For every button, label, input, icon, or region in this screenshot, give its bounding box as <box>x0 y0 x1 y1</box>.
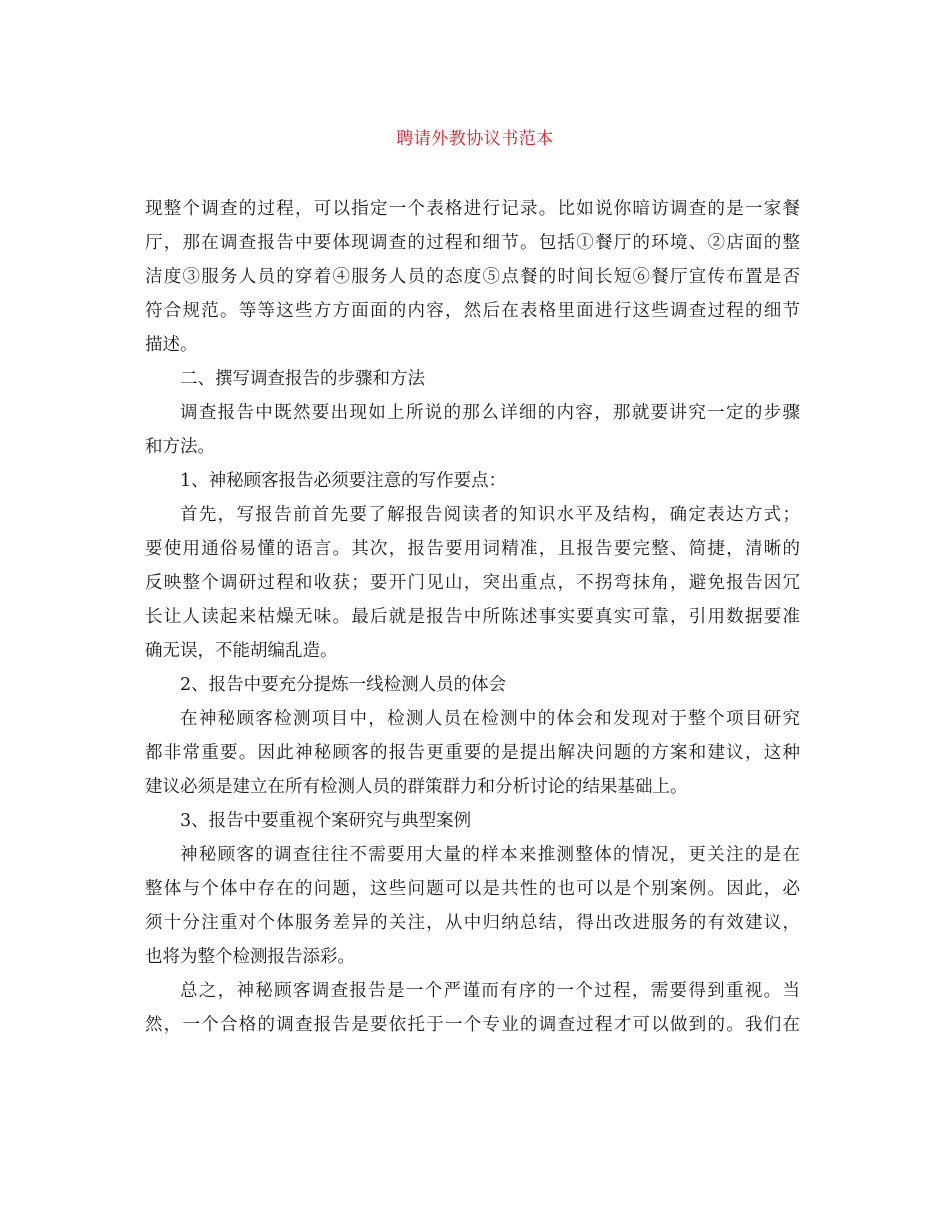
paragraph-line: 洁度③服务人员的穿着④服务人员的态度⑤点餐的时间长短⑥餐厅宣传布置是否 <box>145 267 800 287</box>
document-title: 聘请外教协议书范本 <box>396 129 554 149</box>
paragraph-line: 1、神秘顾客报告必须要注意的写作要点： <box>180 471 507 491</box>
paragraph-line: 二、撰写调查报告的步骤和方法 <box>180 369 425 389</box>
paragraph <box>145 668 800 702</box>
paragraph-line: 在神秘顾客检测项目中，检测人员在检测中的体会和发现对于整个项目研究 <box>180 709 800 729</box>
paragraph-line: 确无误，不能胡编乱造。 <box>145 641 338 661</box>
paragraph <box>145 396 800 464</box>
paragraph-line: 都非常重要。因此神秘顾客的报告更重要的是提出解决问题的方案和建议，这种 <box>145 743 800 763</box>
paragraph-line: 要使用通俗易懂的语言。其次，报告要用词精准，且报告要完整、简捷，清晰的 <box>145 539 800 559</box>
paragraph-line: 反映整个调研过程和收获；要开门见山，突出重点，不拐弯抹角，避免报告因冗 <box>145 573 800 593</box>
paragraph-line: 首先，写报告前首先要了解报告阅读者的知识水平及结构，确定表达方式； <box>180 505 800 525</box>
paragraph <box>145 804 800 838</box>
paragraph-line: 建议必须是建立在所有检测人员的群策群力和分析讨论的结果基础上。 <box>145 777 688 797</box>
paragraph <box>145 362 800 396</box>
paragraph <box>145 192 800 362</box>
paragraph-line: 和方法。 <box>145 437 215 457</box>
paragraph <box>145 464 800 498</box>
paragraph-line: 也将为整个检测报告添彩。 <box>145 947 355 967</box>
paragraph <box>145 702 800 804</box>
paragraph-line: 2、报告中要充分提炼一线检测人员的体会 <box>180 675 507 695</box>
paragraph-line: 描述。 <box>145 335 198 355</box>
paragraph-line: 现整个调查的过程，可以指定一个表格进行记录。比如说你暗访调查的是一家餐 <box>145 199 800 219</box>
paragraph-line: 长让人读起来枯燥无味。最后就是报告中所陈述事实要真实可靠，引用数据要准 <box>145 607 800 627</box>
paragraph-line: 厅，那在调查报告中要体现调查的过程和细节。包括①餐厅的环境、②店面的整 <box>145 233 800 253</box>
paragraph-line: 总之，神秘顾客调查报告是一个严谨而有序的一个过程，需要得到重视。当 <box>180 981 800 1001</box>
paragraph-line: 符合规范。等等这些方方面面的内容，然后在表格里面进行这些调查过程的细节 <box>145 301 800 321</box>
paragraph-line: 神秘顾客的调查往往不需要用大量的样本来推测整体的情况，更关注的是在 <box>180 845 800 865</box>
document-body <box>145 192 800 1042</box>
paragraph <box>145 498 800 668</box>
paragraph-line: 3、报告中要重视个案研究与典型案例 <box>180 811 472 831</box>
paragraph <box>145 974 800 1042</box>
paragraph-line: 须十分注重对个体服务差异的关注，从中归纳总结，得出改进服务的有效建议， <box>145 913 800 933</box>
paragraph <box>145 838 800 974</box>
paragraph-line: 调查报告中既然要出现如上所说的那么详细的内容，那就要讲究一定的步骤 <box>180 403 800 423</box>
paragraph-line: 整体与个体中存在的问题，这些问题可以是共性的也可以是个别案例。因此，必 <box>145 879 800 899</box>
paragraph-line: 然，一个合格的调查报告是要依托于一个专业的调查过程才可以做到的。我们在 <box>145 1015 800 1035</box>
